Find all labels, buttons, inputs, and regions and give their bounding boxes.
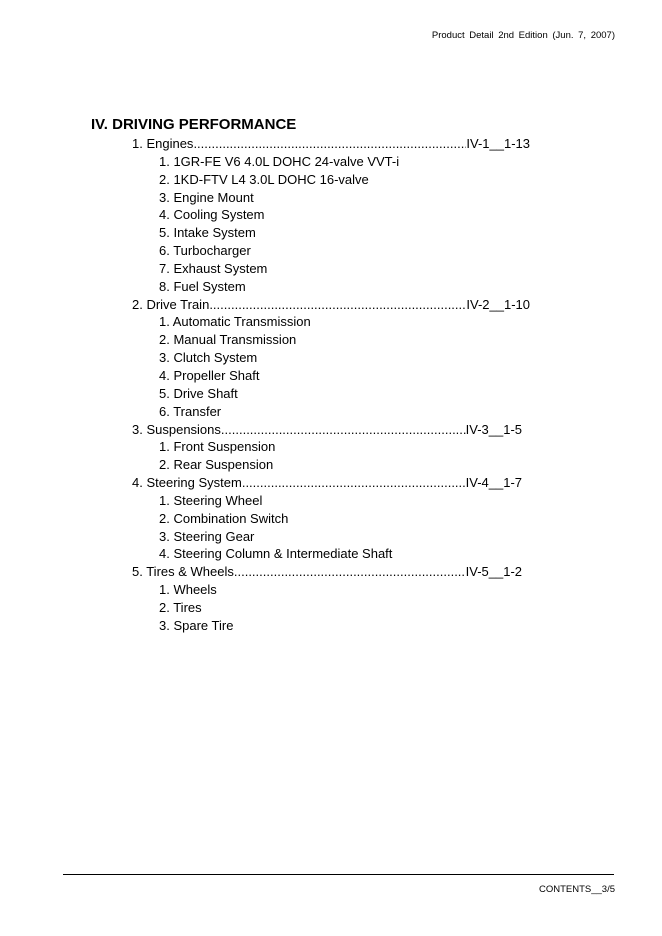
page-header: Product Detail 2nd Edition (Jun. 7, 2007) — [431, 30, 615, 41]
toc-item[interactable]: 2. Rear Suspension — [159, 457, 274, 473]
toc-item[interactable]: 4. Cooling System — [159, 207, 265, 223]
toc-item[interactable]: 2. Tires — [159, 599, 202, 615]
toc-item[interactable]: 8. Fuel System — [159, 278, 246, 294]
leader-dots — [234, 563, 466, 581]
leader-dots — [221, 421, 466, 439]
table-of-contents — [0, 135, 662, 635]
toc-item[interactable]: 4. Steering Column & Intermediate Shaft — [159, 546, 393, 562]
toc-section-label: 5. Tires & Wheels — [132, 564, 234, 580]
toc-section-steering-system[interactable] — [0, 474, 662, 492]
toc-item[interactable]: 5. Drive Shaft — [159, 385, 238, 401]
toc-section-drive-train[interactable] — [0, 296, 662, 314]
toc-item[interactable]: 7. Exhaust System — [159, 260, 268, 276]
leader-dots — [193, 135, 466, 153]
toc-item[interactable]: 3. Steering Gear — [159, 528, 255, 544]
toc-item[interactable]: 3. Clutch System — [159, 350, 258, 366]
toc-item[interactable]: 6. Turbocharger — [159, 243, 251, 259]
page-footer: CONTENTS__3/5 — [538, 884, 615, 895]
toc-item[interactable]: 1. Wheels — [159, 582, 217, 598]
toc-page-range: IV-5__1-2 — [465, 564, 522, 580]
toc-item[interactable]: 2. Manual Transmission — [159, 332, 297, 348]
leader-dots — [209, 296, 466, 314]
toc-section-suspensions[interactable] — [0, 421, 662, 439]
chapter-title: IV. DRIVING PERFORMANCE — [91, 116, 297, 133]
toc-item[interactable]: 1. Front Suspension — [159, 439, 276, 455]
toc-page-range: IV-3__1-5 — [465, 421, 522, 437]
toc-section-label: 4. Steering System — [132, 475, 242, 491]
toc-item[interactable]: 2. 1KD-FTV L4 3.0L DOHC 16-valve — [159, 171, 369, 187]
toc-item[interactable]: 4. Propeller Shaft — [159, 367, 260, 383]
toc-section-label: 1. Engines — [132, 136, 194, 151]
footer-divider — [63, 874, 614, 875]
toc-page-range: IV-2__1-10 — [466, 296, 530, 312]
toc-item[interactable]: 3. Spare Tire — [159, 617, 234, 633]
toc-item[interactable]: 1. 1GR-FE V6 4.0L DOHC 24-valve VVT-i — [159, 153, 400, 169]
toc-item[interactable]: 2. Combination Switch — [159, 510, 289, 526]
toc-section-engines[interactable] — [0, 135, 662, 153]
toc-item[interactable]: 1. Automatic Transmission — [159, 314, 311, 330]
toc-item[interactable]: 6. Transfer — [159, 403, 222, 419]
toc-page-range: IV-4__1-7 — [465, 475, 522, 491]
toc-item[interactable]: 5. Intake System — [159, 225, 256, 241]
leader-dots — [242, 474, 466, 492]
toc-item[interactable]: 3. Engine Mount — [159, 189, 254, 205]
toc-section-label: 3. Suspensions — [132, 421, 221, 437]
toc-page-range: IV-1__1-13 — [466, 136, 530, 151]
toc-section-label: 2. Drive Train — [132, 296, 210, 312]
toc-section-tires-wheels[interactable] — [0, 563, 662, 581]
toc-item[interactable]: 1. Steering Wheel — [159, 492, 263, 508]
